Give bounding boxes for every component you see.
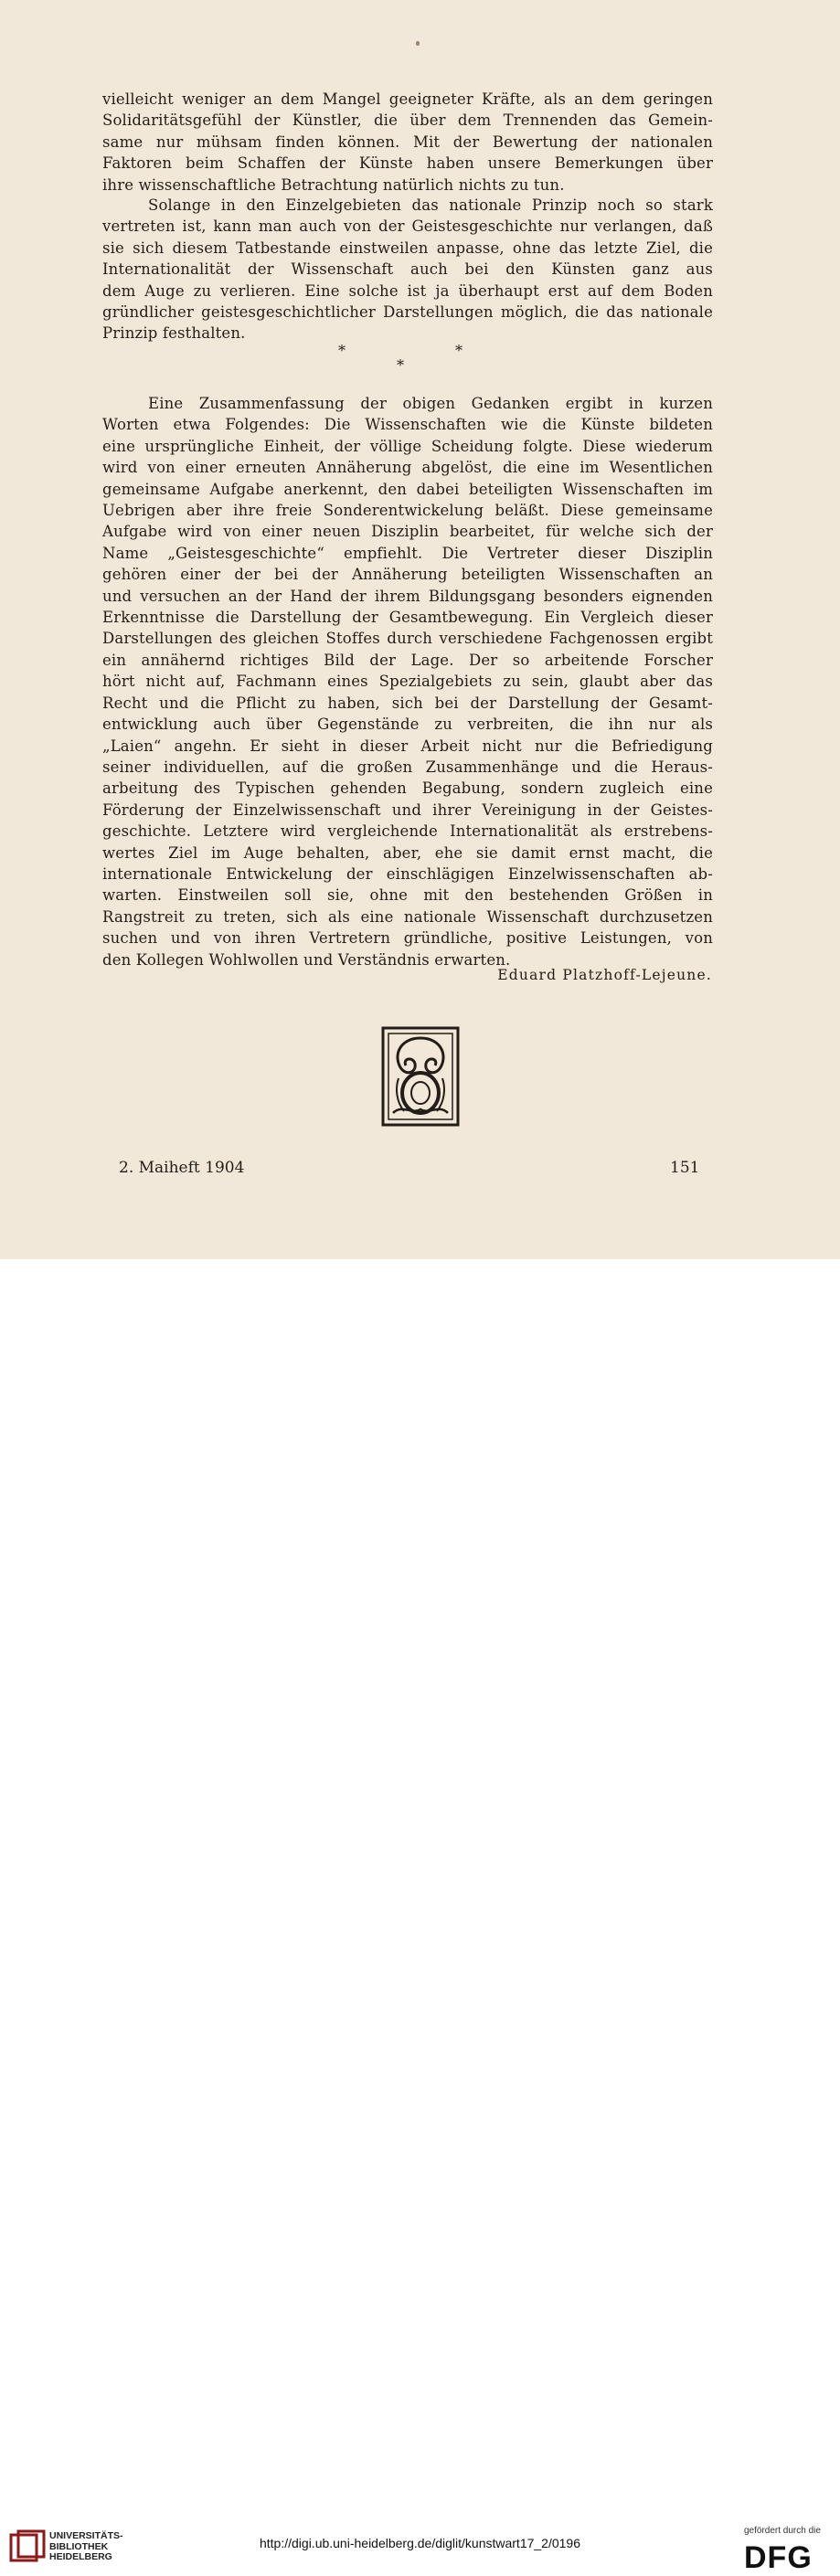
- text-line: seiner individuellen, auf die großen Zusammenhänge und die Heraus-: [102, 758, 713, 776]
- text-line: dem Auge zu verlieren. Eine solche ist ja überhaupt erst auf dem Boden: [102, 281, 713, 300]
- text-line: sie sich diesem Tatbestande einstweilen anpasse, ohne das letzte Ziel, die: [102, 239, 713, 257]
- text-line: eine ursprüngliche Einheit, der völlige Scheidung folgte. Diese wiederum: [102, 437, 713, 455]
- text-line: internationale Entwickelung der einschlägigen Einzelwissenschaften ab-: [102, 864, 713, 883]
- text-line: wertes Ziel im Auge behalten, aber, ehe sie damit ernst macht, die: [102, 843, 713, 862]
- paragraph-3: [102, 393, 713, 970]
- paragraph-2: [102, 195, 713, 345]
- text-line: entwicklung auch über Gegenstände zu verbreiten, die ihn nur als: [102, 716, 713, 734]
- author-signature: Eduard Platzhoff-Lejeune.: [497, 967, 712, 983]
- viewer-bottom-bar: [0, 1259, 840, 2575]
- text-line: gehören einer der bei der Annäherung beteiligten Wissenschaften an: [102, 566, 713, 584]
- paper-speck: [416, 41, 420, 46]
- text-line: ein annähernd richtiges Bild der Lage. Der so arbeitende Forscher: [102, 651, 713, 669]
- separator-star: *: [455, 342, 463, 359]
- text-line: Worten etwa Folgendes: Die Wissenschaften wie die Künste bildeten: [102, 416, 713, 434]
- text-line: Förderung der Einzelwissenschaft und ihrer Vereinigung in der Geistes-: [102, 800, 713, 819]
- text-line: wird von einer erneuten Annäherung abgelöst, die eine im Wesentlichen: [102, 459, 713, 477]
- text-line: gründlicher geistesgeschichtlicher Darstellungen möglich, die das nationale: [102, 303, 713, 322]
- issue-label: 2. Maiheft 1904: [119, 1159, 245, 1177]
- text-line: Solidaritätsgefühl der Künstler, die über dem Trennenden das Gemein-: [102, 111, 713, 130]
- text-line: hört nicht auf, Fachmann eines Spezialgebiets zu sein, glaubt aber das: [102, 673, 713, 691]
- text-line: Aufgabe wird von einer neuen Disziplin bearbeitet, für welche sich der: [102, 523, 713, 541]
- text-line: und versuchen an der Hand der ihrem Bildungsgang besonders eignenden: [102, 587, 713, 605]
- text-line: Darstellungen des gleichen Stoffes durch verschiedene Fachgenossen ergibt: [102, 630, 713, 648]
- text-line: den Kollegen Wohlwollen und Verständnis erwarten.: [102, 950, 511, 969]
- text-line: Faktoren beim Schaffen der Künste haben unsere Bemerkungen über: [102, 154, 713, 173]
- permalink-url[interactable]: http://digi.ub.uni-heidelberg.de/diglit/kunstwart17_2/0196: [259, 2536, 581, 2550]
- text-line: Eine Zusammenfassung der obigen Gedanken ergibt in kurzen: [148, 395, 713, 412]
- scanned-page: [0, 0, 840, 1259]
- text-line: Recht und die Pflicht zu haben, sich bei der Darstellung der Gesamt-: [102, 694, 713, 712]
- text-line: geschichte. Letztere wird vergleichende Internationalität als erstrebens-: [102, 822, 713, 841]
- text-line: Prinzip festhalten.: [102, 324, 246, 343]
- text-line: suchen und von ihren Vertretern gründliche, positive Leistungen, von: [102, 929, 713, 948]
- separator-star: *: [397, 356, 404, 374]
- dfg-logo: DFG: [744, 2540, 813, 2575]
- text-line: same nur mühsam finden können. Mit der Bewertung der nationalen: [102, 133, 713, 151]
- library-name-line: HEIDELBERG: [49, 2551, 112, 2562]
- text-line: gemeinsame Aufgabe anerkennt, den dabei beteiligten Wissenschaften im: [102, 480, 713, 498]
- library-name-line: BIBLIOTHEK: [49, 2540, 109, 2552]
- text-line: Uebrigen aber ihre freie Sonderentwickelung beläßt. Diese gemeinsame: [102, 502, 713, 520]
- paragraph-1: [102, 89, 713, 196]
- text-line: arbeitung des Typischen gehenden Begabung, sondern zugleich eine: [102, 779, 713, 798]
- text-line: „Laien“ angehn. Er sieht in dieser Arbeit nicht nur die Befriedigung: [102, 737, 713, 755]
- ornament-vignette-icon: [380, 1025, 461, 1128]
- separator-star: *: [338, 342, 346, 359]
- text-line: Rangstreit zu treten, sich als eine nationale Wissenschaft durchzusetzen: [102, 907, 713, 926]
- text-line: Internationalität der Wissenschaft auch bei den Künsten ganz aus: [102, 260, 713, 279]
- text-line: vielleicht weniger an dem Mangel geeigneter Kräfte, als an dem geringen: [102, 90, 713, 108]
- text-line: Name „Geistesgeschichte“ empfiehlt. Die Vertreter dieser Disziplin: [102, 544, 713, 562]
- text-line: Erkenntnisse die Darstellung der Gesamtbewegung. Ein Vergleich dieser: [102, 609, 713, 627]
- sponsor-label: gefördert durch die: [744, 2526, 821, 2536]
- library-name-line: UNIVERSITÄTS-: [49, 2530, 123, 2541]
- text-line: ihre wissenschaftliche Betrachtung natürlich nichts zu tun.: [102, 175, 565, 194]
- text-line: vertreten ist, kann man auch von der Geistesgeschichte nur verlangen, daß: [102, 217, 713, 236]
- text-line: Solange in den Einzelgebieten das nationale Prinzip noch so stark: [148, 196, 713, 214]
- text-line: warten. Einstweilen soll sie, ohne mit den bestehenden Größen in: [102, 886, 713, 905]
- page-number: 151: [670, 1159, 700, 1177]
